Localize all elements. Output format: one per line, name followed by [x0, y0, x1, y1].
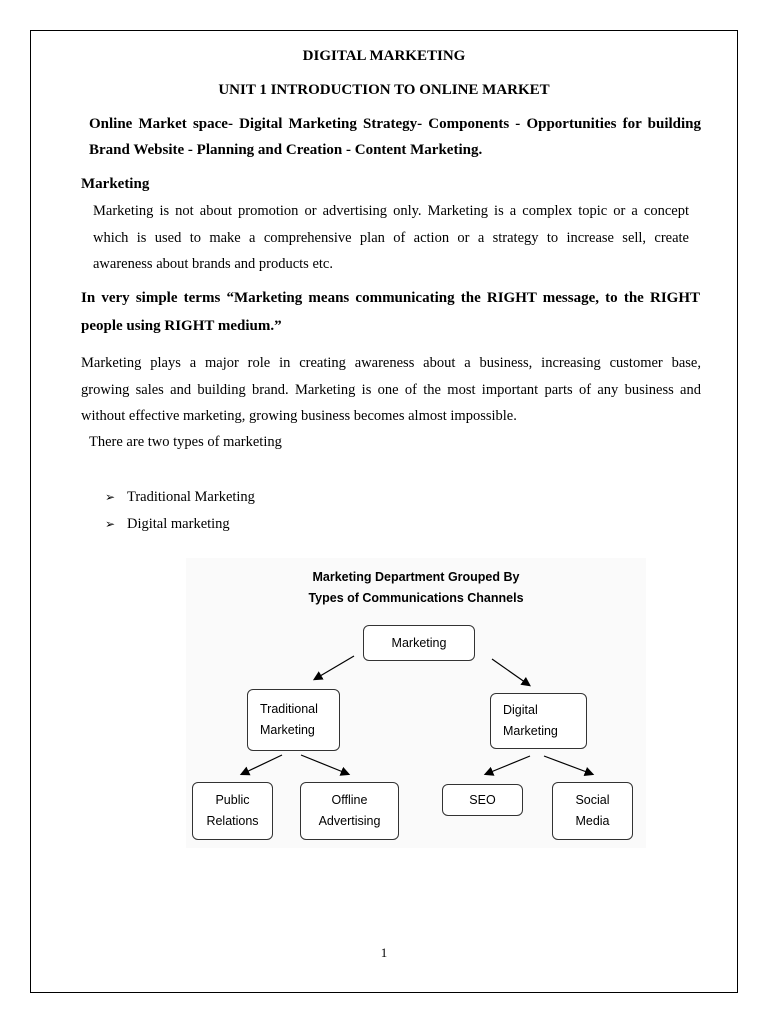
definition-line: people using RIGHT medium.”	[81, 318, 282, 334]
node-traditional-marketing: Traditional Marketing	[247, 689, 340, 751]
page-border	[30, 30, 738, 993]
arrow-to-public-relations	[242, 755, 282, 774]
marketing-definition	[81, 284, 700, 340]
arrow-to-digital	[492, 659, 529, 685]
unit-title: UNIT 1 INTRODUCTION TO ONLINE MARKET	[218, 82, 550, 98]
node-social-media: Social Media	[552, 782, 633, 840]
list-item-label: Digital marketing	[127, 516, 230, 532]
paragraph-line: without effective marketing, growing business becomes almost impossible.	[81, 408, 517, 424]
node-seo: SEO	[442, 784, 523, 816]
unit-topics: Online Market space- Digital Marketing Strategy- Components - Opportunities for building Brand Website - Planning and Creation - Content Marketing.	[89, 116, 701, 158]
arrow-to-social-media	[544, 756, 592, 774]
node-public-relations: Public Relations	[192, 782, 273, 840]
section-heading: Marketing	[81, 176, 150, 192]
marketing-paragraph	[93, 198, 689, 278]
page-number: 1	[380, 945, 388, 960]
arrow-to-seo	[486, 756, 530, 774]
paragraph-line: Marketing is not about promotion or advertising only. Marketing is a complex topic or a concept	[93, 203, 689, 219]
node-marketing: Marketing	[363, 625, 475, 661]
list-item-label: Traditional Marketing	[127, 489, 255, 505]
paragraph-line: which is used to make a comprehensive plan of action or a strategy to increase sell, create	[93, 229, 689, 246]
arrow-to-offline-advertising	[301, 755, 348, 774]
paragraph-line: growing sales and building brand. Marketing is one of the most important parts of any business and	[81, 381, 701, 398]
arrow-to-traditional	[315, 656, 354, 679]
paragraph-line: awareness about brands and products etc.	[93, 256, 333, 272]
diagram-title-line: Types of Communications Channels	[308, 591, 524, 605]
definition-line: In very simple terms “Marketing means communicating the RIGHT message, to the RIGHT	[81, 290, 700, 306]
paragraph-line: Marketing plays a major role in creating awareness about a business, increasing customer base,	[81, 355, 701, 371]
list-item	[105, 516, 230, 533]
node-digital-marketing: Digital Marketing	[490, 693, 587, 749]
arrow-bullet-icon: ➢	[105, 517, 116, 531]
document-title: DIGITAL MARKETING	[302, 48, 466, 64]
diagram-title-line: Marketing Department Grouped By	[312, 570, 520, 584]
types-intro: There are two types of marketing	[89, 434, 282, 450]
marketing-role-paragraph	[81, 350, 701, 430]
node-offline-advertising: Offline Advertising	[300, 782, 399, 840]
list-item	[105, 489, 255, 506]
marketing-diagram	[186, 558, 646, 848]
arrow-bullet-icon: ➢	[105, 490, 116, 504]
